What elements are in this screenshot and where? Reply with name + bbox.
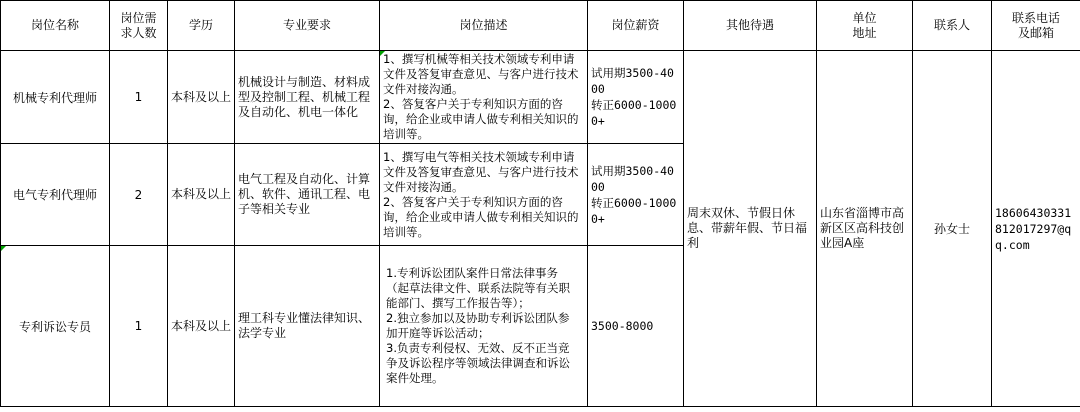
header-address	[817, 1, 913, 51]
cell-salary-text: 试用期3500-4000 转正6000-10000+	[591, 66, 677, 128]
cell-quota: 1	[110, 51, 168, 144]
cell-major: 理工科专业懂法律知识、法学专业	[235, 246, 380, 407]
cell-quota: 2	[110, 144, 168, 246]
comment-marker-icon	[1, 246, 6, 251]
cell-education: 本科及以上	[168, 51, 235, 144]
header-benefits: 其他待遇	[684, 1, 817, 51]
header-quota	[110, 1, 168, 51]
header-salary: 岗位薪资	[588, 1, 684, 51]
header-description: 岗位描述	[380, 1, 588, 51]
cell-major: 机械设计与制造、材料成型及控制工程、机械工程及自动化、机电一体化	[235, 51, 380, 144]
cell-salary: 3500-8000	[588, 246, 684, 407]
cell-description	[380, 51, 588, 144]
cell-description-text: 1、撰写电气等相关技术领域专利申请文件及答复审查意见、与客户进行技术文件对接沟通。 2、答复客户关于专利知识方面的咨询，给企业或申请人做专利相关知识的培训等。	[383, 149, 579, 239]
cell-salary-text: 试用期3500-4000 转正6000-10000+	[591, 163, 677, 226]
cell-description-text: 1、撰写机械等相关技术领域专利申请文件及答复审查意见、与客户进行技术文件对接沟通。 2、答复客户关于专利知识方面的咨询，给企业或申请人做专利相关知识的培训等。	[383, 52, 579, 141]
cell-salary	[588, 144, 684, 246]
cell-benefits: 周末双休、节假日休息、带薪年假、节日福利	[684, 51, 817, 407]
header-row	[1, 1, 1080, 51]
cell-education: 本科及以上	[168, 246, 235, 407]
cell-description	[380, 144, 588, 246]
cell-description	[380, 246, 588, 407]
table-row	[1, 51, 1080, 144]
comment-marker-icon	[380, 51, 385, 56]
cell-major: 电气工程及自动化、计算机、软件、通讯工程、电子等相关专业	[235, 144, 380, 246]
header-position: 岗位名称	[1, 1, 110, 51]
cell-phone-email: 18606430331 812017297@qq.com	[992, 51, 1080, 407]
cell-description-text: 1.专利诉讼团队案件日常法律事务（起草法律文件、联系法院等有关职能部门、撰写工作报告等）； 2.独立参加以及协助专利诉讼团队参加开庭等诉讼活动； 3.负责专利侵权、无效、反不正当竞争及诉讼程序等领域法律调查和诉讼案件处理。	[386, 266, 570, 385]
header-education: 学历	[168, 1, 235, 51]
cell-contact: 孙女士	[913, 51, 992, 407]
cell-quota: 1	[110, 246, 168, 407]
cell-position-text: 专利诉讼专员	[18, 319, 91, 334]
cell-position: 机械专利代理师	[1, 51, 110, 144]
header-address-text: 单位地址	[852, 10, 877, 40]
header-phone-email	[992, 1, 1080, 51]
cell-position: 电气专利代理师	[1, 144, 110, 246]
header-major: 专业要求	[235, 1, 380, 51]
cell-salary	[588, 51, 684, 144]
cell-education: 本科及以上	[168, 144, 235, 246]
cell-address: 山东省淄博市高新区区高科技创业园A座	[817, 51, 913, 407]
header-phone-email-text: 联系电话及邮箱	[1011, 10, 1060, 40]
header-contact: 联系人	[913, 1, 992, 51]
cell-position	[1, 246, 110, 407]
header-quota-text: 岗位需求人数	[120, 10, 157, 40]
